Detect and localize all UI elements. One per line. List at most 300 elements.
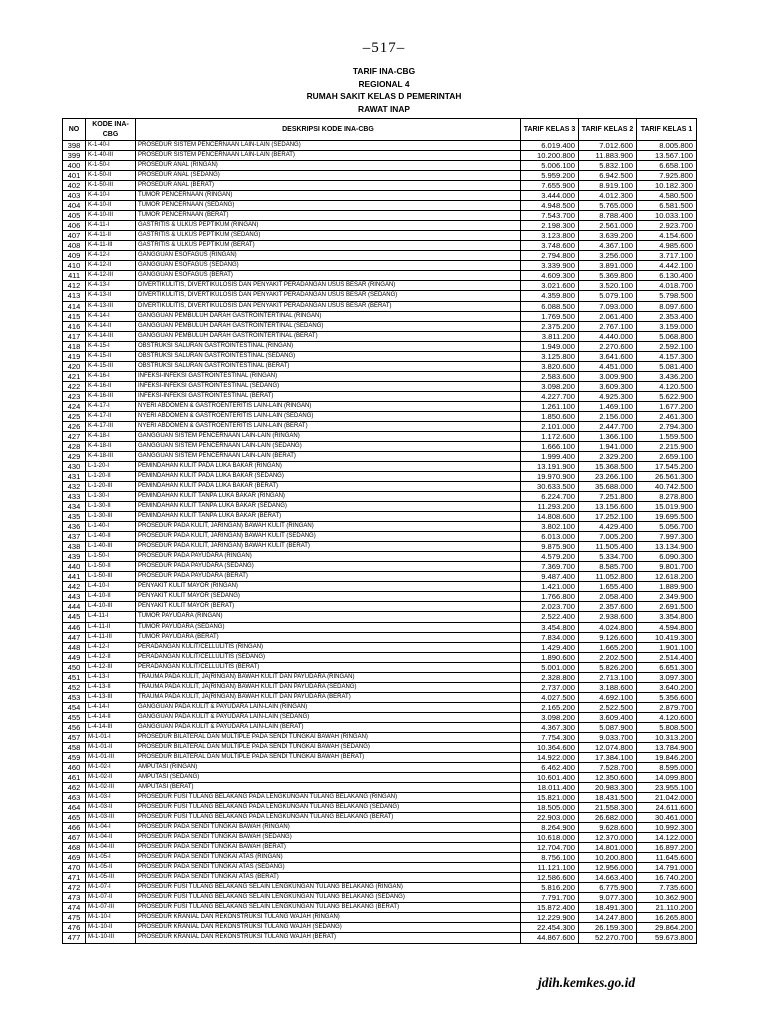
cell-kelas3: 44.867.600 <box>521 933 579 943</box>
table-row <box>63 401 697 411</box>
table-row <box>63 451 697 461</box>
cell-no: 446 <box>63 622 86 632</box>
cell-deskripsi: GANGGUAN PADA KULIT & PAYUDARA LAIN-LAIN (SEDANG) <box>136 712 521 722</box>
cell-kode: M-1-02-III <box>86 783 136 793</box>
cell-deskripsi: PEMINDAHAN KULIT TANPA LUKA BAKAR (BERAT) <box>136 512 521 522</box>
cell-kode: L-4-14-III <box>86 722 136 732</box>
table-row <box>63 331 697 341</box>
cell-kelas1: 14.791.000 <box>637 863 697 873</box>
cell-deskripsi: PROSEDUR FUSI TULANG BELAKANG PADA LENGKUNGAN TULANG BELAKANG (BERAT) <box>136 813 521 823</box>
cell-kelas2: 18.491.300 <box>579 903 637 913</box>
cell-no: 443 <box>63 592 86 602</box>
cell-deskripsi: PROSEDUR KRANIAL DAN REKONSTRUKSI TULANG WAJAH (SEDANG) <box>136 923 521 933</box>
cell-kelas3: 4.227.700 <box>521 391 579 401</box>
cell-kelas3: 1.949.000 <box>521 341 579 351</box>
cell-kelas3: 30.633.500 <box>521 482 579 492</box>
cell-kode: K-4-13-III <box>86 301 136 311</box>
cell-kelas2: 8.919.100 <box>579 181 637 191</box>
cell-kelas3: 12.704.700 <box>521 843 579 853</box>
cell-deskripsi: INFEKSI-INFEKSI GASTROINTESTINAL (RINGAN) <box>136 371 521 381</box>
cell-kode: M-1-05-I <box>86 853 136 863</box>
table-row <box>63 532 697 542</box>
cell-kelas1: 24.611.600 <box>637 803 697 813</box>
cell-no: 450 <box>63 662 86 672</box>
cell-kelas1: 26.561.300 <box>637 472 697 482</box>
cell-kelas2: 1.665.200 <box>579 642 637 652</box>
table-row <box>63 592 697 602</box>
cell-kelas2: 4.429.400 <box>579 522 637 532</box>
cell-kelas1: 16.265.800 <box>637 913 697 923</box>
cell-kelas3: 7.834.000 <box>521 632 579 642</box>
cell-no: 440 <box>63 562 86 572</box>
cell-no: 477 <box>63 933 86 943</box>
table-row <box>63 201 697 211</box>
cell-kelas1: 10.033.100 <box>637 211 697 221</box>
cell-no: 461 <box>63 772 86 782</box>
cell-no: 404 <box>63 201 86 211</box>
table-row <box>63 572 697 582</box>
cell-kode: L-4-12-II <box>86 652 136 662</box>
cell-kode: K-1-50-III <box>86 181 136 191</box>
cell-deskripsi: PROSEDUR PADA PAYUDARA (RINGAN) <box>136 552 521 562</box>
table-row <box>63 772 697 782</box>
cell-kode: L-4-10-II <box>86 592 136 602</box>
cell-kelas2: 3.256.000 <box>579 251 637 261</box>
cell-deskripsi: DIVERTIKULITIS, DIVERTIKULOSIS DAN PENYAKIT PERADANGAN USUS BESAR (SEDANG) <box>136 291 521 301</box>
cell-kelas2: 14.247.800 <box>579 913 637 923</box>
cell-kelas3: 4.027.500 <box>521 692 579 702</box>
cell-kelas1: 5.056.700 <box>637 522 697 532</box>
cell-kelas3: 1.850.600 <box>521 411 579 421</box>
cell-deskripsi: PROSEDUR ANAL (SEDANG) <box>136 171 521 181</box>
cell-kode: L-4-10-III <box>86 602 136 612</box>
cell-no: 442 <box>63 582 86 592</box>
cell-kelas1: 10.992.300 <box>637 823 697 833</box>
cell-deskripsi: PROSEDUR PADA SENDI TUNGKAI ATAS (SEDANG) <box>136 863 521 873</box>
cell-kode: L-4-13-II <box>86 682 136 692</box>
cell-no: 454 <box>63 702 86 712</box>
cell-kode: K-4-18-I <box>86 431 136 441</box>
cell-kelas3: 1.766.800 <box>521 592 579 602</box>
cell-kelas1: 11.645.600 <box>637 853 697 863</box>
cell-kelas2: 4.925.300 <box>579 391 637 401</box>
cell-kode: K-4-15-I <box>86 341 136 351</box>
cell-kelas2: 2.061.400 <box>579 311 637 321</box>
cell-no: 432 <box>63 482 86 492</box>
cell-no: 411 <box>63 271 86 281</box>
cell-kelas1: 1.559.500 <box>637 431 697 441</box>
table-row <box>63 421 697 431</box>
table-row <box>63 512 697 522</box>
cell-kelas2: 4.440.000 <box>579 331 637 341</box>
cell-kelas2: 52.270.700 <box>579 933 637 943</box>
cell-kelas2: 6.775.900 <box>579 883 637 893</box>
cell-no: 426 <box>63 421 86 431</box>
cell-no: 416 <box>63 321 86 331</box>
cell-deskripsi: PEMINDAHAN KULIT PADA LUKA BAKAR (SEDANG) <box>136 472 521 482</box>
cell-kelas2: 17.252.100 <box>579 512 637 522</box>
cell-no: 436 <box>63 522 86 532</box>
cell-deskripsi: PROSEDUR PADA KULIT, JARINGAN) BAWAH KULIT (RINGAN) <box>136 522 521 532</box>
cell-deskripsi: PROSEDUR FUSI TULANG BELAKANG PADA LENGKUNGAN TULANG BELAKANG (SEDANG) <box>136 803 521 813</box>
cell-kode: M-1-10-II <box>86 923 136 933</box>
cell-kelas2: 13.156.600 <box>579 502 637 512</box>
cell-deskripsi: TRAUMA PADA KULIT, JA(RINGAN) BAWAH KULIT DAN PAYUDARA (BERAT) <box>136 692 521 702</box>
cell-kode: K-4-14-I <box>86 311 136 321</box>
cell-no: 464 <box>63 803 86 813</box>
cell-kelas2: 1.469.100 <box>579 401 637 411</box>
table-row <box>63 853 697 863</box>
cell-kelas3: 2.023.700 <box>521 602 579 612</box>
cell-kelas2: 7.528.700 <box>579 762 637 772</box>
cell-kelas1: 4.580.500 <box>637 191 697 201</box>
cell-kelas2: 4.367.100 <box>579 241 637 251</box>
cell-deskripsi: PROSEDUR PADA KULIT, JARINGAN) BAWAH KULIT (BERAT) <box>136 542 521 552</box>
table-row <box>63 221 697 231</box>
table-row <box>63 793 697 803</box>
cell-kelas2: 6.942.500 <box>579 171 637 181</box>
cell-no: 400 <box>63 161 86 171</box>
cell-deskripsi: AMPUTASI (RINGAN) <box>136 762 521 772</box>
table-row <box>63 241 697 251</box>
cell-kelas2: 2.522.500 <box>579 702 637 712</box>
table-row <box>63 431 697 441</box>
cell-kelas2: 3.891.000 <box>579 261 637 271</box>
cell-kode: K-4-15-II <box>86 351 136 361</box>
table-row <box>63 602 697 612</box>
table-row <box>63 762 697 772</box>
cell-deskripsi: PROSEDUR KRANIAL DAN REKONSTRUKSI TULANG WAJAH (RINGAN) <box>136 913 521 923</box>
cell-deskripsi: TUMOR PAYUDARA (RINGAN) <box>136 612 521 622</box>
cell-kelas2: 26.159.300 <box>579 923 637 933</box>
cell-kelas1: 5.356.600 <box>637 692 697 702</box>
cell-kelas1: 4.154.600 <box>637 231 697 241</box>
table-row <box>63 863 697 873</box>
table-row <box>63 502 697 512</box>
cell-kelas2: 2.202.500 <box>579 652 637 662</box>
cell-kode: K-4-14-II <box>86 321 136 331</box>
cell-kode: K-4-17-II <box>86 411 136 421</box>
cell-kelas3: 1.261.100 <box>521 401 579 411</box>
cell-kelas2: 17.384.100 <box>579 752 637 762</box>
cell-deskripsi: PERADANGAN KULIT/CELLULITIS (SEDANG) <box>136 652 521 662</box>
cell-no: 438 <box>63 542 86 552</box>
cell-no: 403 <box>63 191 86 201</box>
cell-kelas3: 14.808.600 <box>521 512 579 522</box>
cell-kelas1: 1.677.200 <box>637 401 697 411</box>
cell-kode: L-4-14-I <box>86 702 136 712</box>
cell-kelas3: 11.121.100 <box>521 863 579 873</box>
cell-kelas1: 6.651.300 <box>637 662 697 672</box>
cell-deskripsi: GANGGUAN PEMBULUH DARAH GASTROINTERTINAL (BERAT) <box>136 331 521 341</box>
cell-no: 428 <box>63 441 86 451</box>
cell-deskripsi: TUMOR PENCERNAAN (BERAT) <box>136 211 521 221</box>
cell-kelas3: 2.101.000 <box>521 421 579 431</box>
cell-kelas3: 9.875.900 <box>521 542 579 552</box>
table-row <box>63 311 697 321</box>
table-row <box>63 652 697 662</box>
cell-kelas3: 10.618.000 <box>521 833 579 843</box>
cell-deskripsi: PROSEDUR PADA SENDI TUNGKAI BAWAH (BERAT) <box>136 843 521 853</box>
cell-kode: K-4-12-III <box>86 271 136 281</box>
cell-kelas1: 4.018.700 <box>637 281 697 291</box>
cell-kelas3: 1.890.600 <box>521 652 579 662</box>
cell-kelas3: 4.948.500 <box>521 201 579 211</box>
cell-no: 406 <box>63 221 86 231</box>
cell-no: 410 <box>63 261 86 271</box>
cell-kelas2: 4.692.100 <box>579 692 637 702</box>
cell-no: 441 <box>63 572 86 582</box>
cell-deskripsi: PROSEDUR FUSI TULANG BELAKANG SELAIN LENGKUNGAN TULANG BELAKANG (RINGAN) <box>136 883 521 893</box>
cell-kode: K-4-16-I <box>86 371 136 381</box>
cell-no: 421 <box>63 371 86 381</box>
cell-deskripsi: GANGGUAN PEMBULUH DARAH GASTROINTERTINAL (RINGAN) <box>136 311 521 321</box>
cell-deskripsi: GANGGUAN SISTEM PENCERNAAN LAIN-LAIN (BERAT) <box>136 451 521 461</box>
cell-kelas3: 4.579.200 <box>521 552 579 562</box>
cell-no: 470 <box>63 863 86 873</box>
cell-kode: L-1-50-II <box>86 562 136 572</box>
cell-no: 439 <box>63 552 86 562</box>
cell-deskripsi: GANGGUAN PEMBULUH DARAH GASTROINTERTINAL (SEDANG) <box>136 321 521 331</box>
cell-kelas3: 15.821.000 <box>521 793 579 803</box>
header-no: NO <box>63 119 86 141</box>
cell-no: 467 <box>63 833 86 843</box>
cell-kelas1: 5.808.500 <box>637 722 697 732</box>
cell-no: 474 <box>63 903 86 913</box>
cell-no: 435 <box>63 512 86 522</box>
cell-kelas1: 2.592.100 <box>637 341 697 351</box>
cell-no: 431 <box>63 472 86 482</box>
cell-deskripsi: TUMOR PENCERNAAN (RINGAN) <box>136 191 521 201</box>
cell-kelas1: 14.122.000 <box>637 833 697 843</box>
cell-kelas3: 1.421.000 <box>521 582 579 592</box>
cell-deskripsi: PROSEDUR KRANIAL DAN REKONSTRUKSI TULANG WAJAH (BERAT) <box>136 933 521 943</box>
cell-no: 463 <box>63 793 86 803</box>
cell-kelas1: 2.659.100 <box>637 451 697 461</box>
cell-kode: L-4-14-II <box>86 712 136 722</box>
cell-kelas3: 2.328.800 <box>521 672 579 682</box>
cell-kelas2: 2.329.200 <box>579 451 637 461</box>
cell-deskripsi: TRAUMA PADA KULIT, JA(RINGAN) BAWAH KULIT DAN PAYUDARA (RINGAN) <box>136 672 521 682</box>
cell-deskripsi: PEMINDAHAN KULIT PADA LUKA BAKAR (RINGAN) <box>136 462 521 472</box>
cell-no: 414 <box>63 301 86 311</box>
cell-kode: K-4-12-II <box>86 261 136 271</box>
cell-no: 453 <box>63 692 86 702</box>
cell-no: 472 <box>63 883 86 893</box>
cell-kode: L-4-13-III <box>86 692 136 702</box>
cell-kelas1: 17.545.200 <box>637 462 697 472</box>
header-kelas3: TARIF KELAS 3 <box>521 119 579 141</box>
cell-kelas2: 12.956.000 <box>579 863 637 873</box>
tariff-table <box>62 118 697 944</box>
cell-kelas1: 10.182.300 <box>637 181 697 191</box>
cell-kelas1: 6.581.500 <box>637 201 697 211</box>
cell-kelas1: 2.349.900 <box>637 592 697 602</box>
cell-kelas2: 12.370.000 <box>579 833 637 843</box>
cell-kelas2: 2.058.400 <box>579 592 637 602</box>
table-row <box>63 161 697 171</box>
cell-kelas2: 2.447.700 <box>579 421 637 431</box>
cell-deskripsi: PEMINDAHAN KULIT PADA LUKA BAKAR (BERAT) <box>136 482 521 492</box>
cell-kelas3: 3.021.600 <box>521 281 579 291</box>
cell-kelas1: 59.673.800 <box>637 933 697 943</box>
cell-kode: L-4-12-III <box>86 662 136 672</box>
cell-kelas3: 1.172.600 <box>521 431 579 441</box>
table-row <box>63 813 697 823</box>
cell-no: 462 <box>63 783 86 793</box>
cell-kelas3: 8.264.900 <box>521 823 579 833</box>
cell-deskripsi: PROSEDUR PADA SENDI TUNGKAI ATAS (BERAT) <box>136 873 521 883</box>
cell-kelas2: 3.609.300 <box>579 381 637 391</box>
cell-kode: M-1-04-II <box>86 833 136 843</box>
cell-no: 407 <box>63 231 86 241</box>
cell-kode: K-4-11-I <box>86 221 136 231</box>
cell-kode: M-1-01-II <box>86 742 136 752</box>
cell-kelas3: 3.444.000 <box>521 191 579 201</box>
cell-kelas2: 21.558.300 <box>579 803 637 813</box>
cell-no: 430 <box>63 462 86 472</box>
cell-kelas1: 4.985.600 <box>637 241 697 251</box>
cell-kelas3: 1.769.500 <box>521 311 579 321</box>
table-row <box>63 381 697 391</box>
cell-deskripsi: NYERI ABDOMEN & GASTROENTERITIS LAIN-LAIN (RINGAN) <box>136 401 521 411</box>
cell-kelas2: 3.641.600 <box>579 351 637 361</box>
cell-kelas1: 21.110.200 <box>637 903 697 913</box>
cell-kelas3: 19.970.900 <box>521 472 579 482</box>
cell-kode: M-1-03-I <box>86 793 136 803</box>
table-row <box>63 752 697 762</box>
cell-kelas1: 2.514.400 <box>637 652 697 662</box>
cell-no: 398 <box>63 141 86 151</box>
cell-kelas3: 22.903.000 <box>521 813 579 823</box>
cell-kelas1: 8.005.800 <box>637 141 697 151</box>
table-row <box>63 933 697 943</box>
cell-kelas1: 16.740.200 <box>637 873 697 883</box>
cell-kode: M-1-07-III <box>86 903 136 913</box>
cell-kelas2: 5.765.000 <box>579 201 637 211</box>
cell-kelas1: 1.889.900 <box>637 582 697 592</box>
cell-deskripsi: GANGGUAN PADA KULIT & PAYUDARA LAIN-LAIN (RINGAN) <box>136 702 521 712</box>
table-row <box>63 271 697 281</box>
table-row <box>63 873 697 883</box>
cell-deskripsi: PERADANGAN KULIT/CELLULITIS (RINGAN) <box>136 642 521 652</box>
cell-kelas2: 23.266.100 <box>579 472 637 482</box>
cell-kelas1: 4.120.600 <box>637 712 697 722</box>
cell-kode: L-1-20-II <box>86 472 136 482</box>
cell-deskripsi: PROSEDUR PADA KULIT, JARINGAN) BAWAH KULIT (SEDANG) <box>136 532 521 542</box>
cell-kelas1: 2.691.500 <box>637 602 697 612</box>
cell-no: 445 <box>63 612 86 622</box>
table-row <box>63 211 697 221</box>
cell-kelas1: 2.794.300 <box>637 421 697 431</box>
cell-no: 399 <box>63 151 86 161</box>
cell-kode: K-4-15-III <box>86 361 136 371</box>
cell-deskripsi: PROSEDUR SISTEM PENCERNAAN LAIN-LAIN (BERAT) <box>136 151 521 161</box>
cell-kode: L-1-50-I <box>86 552 136 562</box>
table-row <box>63 181 697 191</box>
cell-kode: M-1-10-I <box>86 913 136 923</box>
cell-kelas1: 12.618.200 <box>637 572 697 582</box>
cell-no: 425 <box>63 411 86 421</box>
cell-kelas3: 5.959.200 <box>521 171 579 181</box>
cell-deskripsi: GANGGUAN ESOFAGUS (RINGAN) <box>136 251 521 261</box>
cell-deskripsi: GANGGUAN ESOFAGUS (SEDANG) <box>136 261 521 271</box>
cell-kelas2: 3.009.900 <box>579 371 637 381</box>
cell-kelas1: 3.717.100 <box>637 251 697 261</box>
table-row <box>63 692 697 702</box>
cell-deskripsi: OBSTRUKSI SALURAN GASTROINTESTINAL (RINGAN) <box>136 341 521 351</box>
header-kode: KODE INA-CBG <box>86 119 136 141</box>
cell-kelas2: 11.505.400 <box>579 542 637 552</box>
cell-kelas2: 12.074.800 <box>579 742 637 752</box>
cell-kelas2: 11.052.800 <box>579 572 637 582</box>
cell-no: 459 <box>63 752 86 762</box>
table-row <box>63 682 697 692</box>
cell-deskripsi: PROSEDUR PADA PAYUDARA (SEDANG) <box>136 562 521 572</box>
document-title <box>0 65 768 115</box>
cell-kode: L-1-40-I <box>86 522 136 532</box>
cell-deskripsi: DIVERTIKULITIS, DIVERTIKULOSIS DAN PENYAKIT PERADANGAN USUS BESAR (BERAT) <box>136 301 521 311</box>
table-row <box>63 893 697 903</box>
cell-kelas3: 11.293.200 <box>521 502 579 512</box>
cell-deskripsi: PROSEDUR PADA SENDI TUNGKAI BAWAH (RINGAN) <box>136 823 521 833</box>
page-number: –517– <box>362 40 406 56</box>
cell-deskripsi: PENYAKIT KULIT MAYOR (RINGAN) <box>136 582 521 592</box>
title-line-1: TARIF INA-CBG <box>352 66 416 76</box>
cell-kelas3: 7.754.300 <box>521 732 579 742</box>
cell-no: 444 <box>63 602 86 612</box>
cell-kelas1: 4.442.100 <box>637 261 697 271</box>
cell-kelas3: 5.001.000 <box>521 662 579 672</box>
cell-no: 476 <box>63 923 86 933</box>
cell-kelas1: 19.846.200 <box>637 752 697 762</box>
cell-kode: K-4-12-I <box>86 251 136 261</box>
table-row <box>63 231 697 241</box>
cell-kelas1: 13.784.900 <box>637 742 697 752</box>
cell-kelas2: 5.369.800 <box>579 271 637 281</box>
cell-kode: L-1-20-I <box>86 462 136 472</box>
header-kelas1: TARIF KELAS 1 <box>637 119 697 141</box>
cell-kelas2: 35.688.000 <box>579 482 637 492</box>
table-row <box>63 351 697 361</box>
cell-kelas2: 14.663.400 <box>579 873 637 883</box>
cell-kelas1: 2.923.700 <box>637 221 697 231</box>
cell-kode: M-1-02-II <box>86 772 136 782</box>
cell-deskripsi: GASTRITIS & ULKUS PEPTIKUM (SEDANG) <box>136 231 521 241</box>
table-row <box>63 281 697 291</box>
header-kelas2: TARIF KELAS 2 <box>579 119 637 141</box>
table-row <box>63 482 697 492</box>
cell-deskripsi: PERADANGAN KULIT/CELLULITIS (BERAT) <box>136 662 521 672</box>
cell-kelas2: 2.713.100 <box>579 672 637 682</box>
table-row <box>63 622 697 632</box>
cell-deskripsi: PROSEDUR BILATERAL DAN MULTIPLE PADA SENDI TUNGKAI BAWAH (BERAT) <box>136 752 521 762</box>
cell-kelas3: 3.123.800 <box>521 231 579 241</box>
cell-kelas2: 2.767.100 <box>579 321 637 331</box>
cell-kelas3: 3.811.200 <box>521 331 579 341</box>
table-row <box>63 462 697 472</box>
cell-kode: K-4-17-I <box>86 401 136 411</box>
table-row <box>63 562 697 572</box>
cell-kelas2: 8.585.700 <box>579 562 637 572</box>
cell-deskripsi: DIVERTIKULITIS, DIVERTIKULOSIS DAN PENYAKIT PERADANGAN USUS BESAR (RINGAN) <box>136 281 521 291</box>
table-row <box>63 783 697 793</box>
cell-deskripsi: NYERI ABDOMEN & GASTROENTERITIS LAIN-LAIN (SEDANG) <box>136 411 521 421</box>
table-row <box>63 321 697 331</box>
table-row <box>63 582 697 592</box>
cell-kelas1: 30.461.000 <box>637 813 697 823</box>
cell-kelas3: 6.013.000 <box>521 532 579 542</box>
